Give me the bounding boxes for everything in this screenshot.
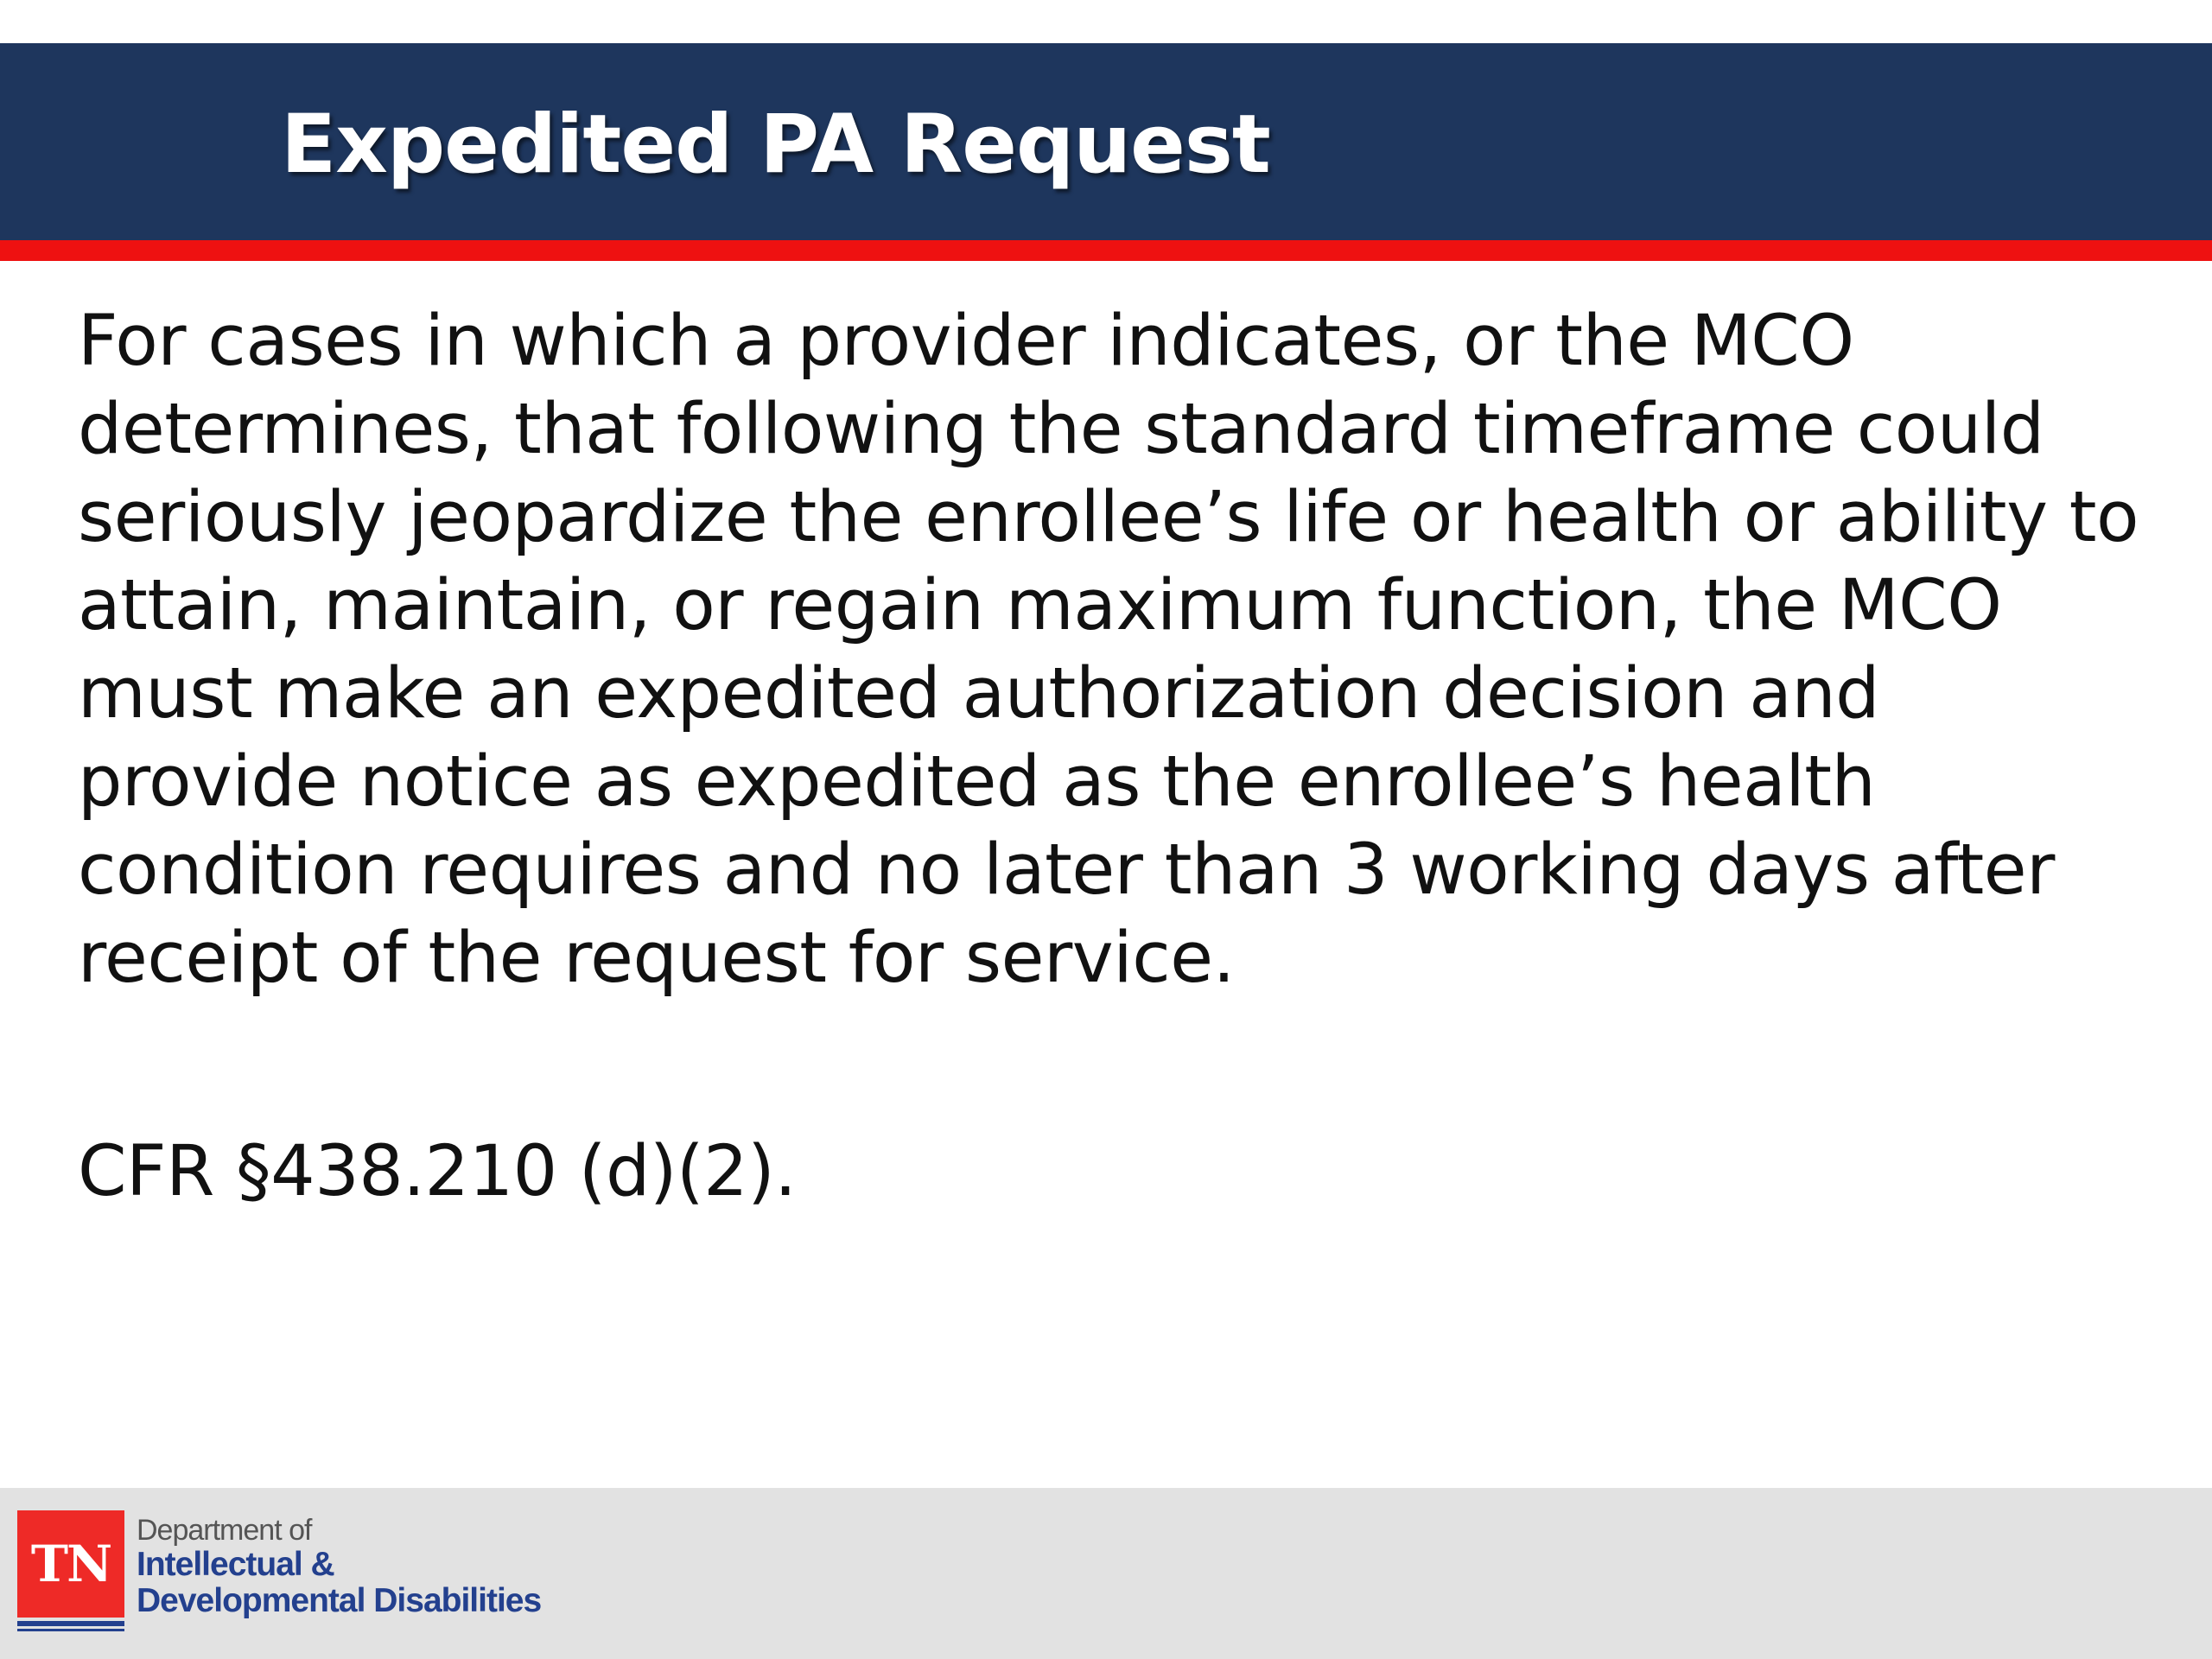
- dept-name-line2: Developmental Disabilities: [137, 1582, 542, 1619]
- body-line: must make an expedited authorization decision and: [78, 653, 1880, 734]
- body-line: determines, that following the standard timeframe could: [78, 389, 2044, 470]
- tn-didd-logo: [17, 1510, 553, 1640]
- dept-prefix: Department of: [137, 1514, 312, 1547]
- body-line: attain, maintain, or regain maximum function, the MCO: [78, 565, 2002, 646]
- body-line: seriously jeopardize the enrollee’s life or health or ability to: [78, 477, 2139, 558]
- logo-underline-thin: [17, 1629, 124, 1631]
- citation: CFR §438.210 (d)(2).: [78, 1131, 797, 1212]
- body-line: condition requires and no later than 3 working days after: [78, 830, 2055, 911]
- slide-title: Expedited PA Request: [281, 98, 1270, 192]
- body-paragraph: [78, 297, 2152, 1002]
- body-line: For cases in which a provider indicates, or the MCO: [78, 301, 1854, 382]
- title-accent-rule: [0, 240, 2212, 261]
- body-line: receipt of the request for service.: [78, 918, 1235, 999]
- dept-name-line1: Intellectual &: [137, 1546, 334, 1583]
- tn-logo-mark: [17, 1510, 124, 1618]
- logo-underline: [17, 1621, 124, 1626]
- body-line: provide notice as expedited as the enrollee’s health: [78, 741, 1876, 823]
- tn-logo-text: TN: [30, 1535, 111, 1593]
- slide-content: [78, 297, 2152, 1216]
